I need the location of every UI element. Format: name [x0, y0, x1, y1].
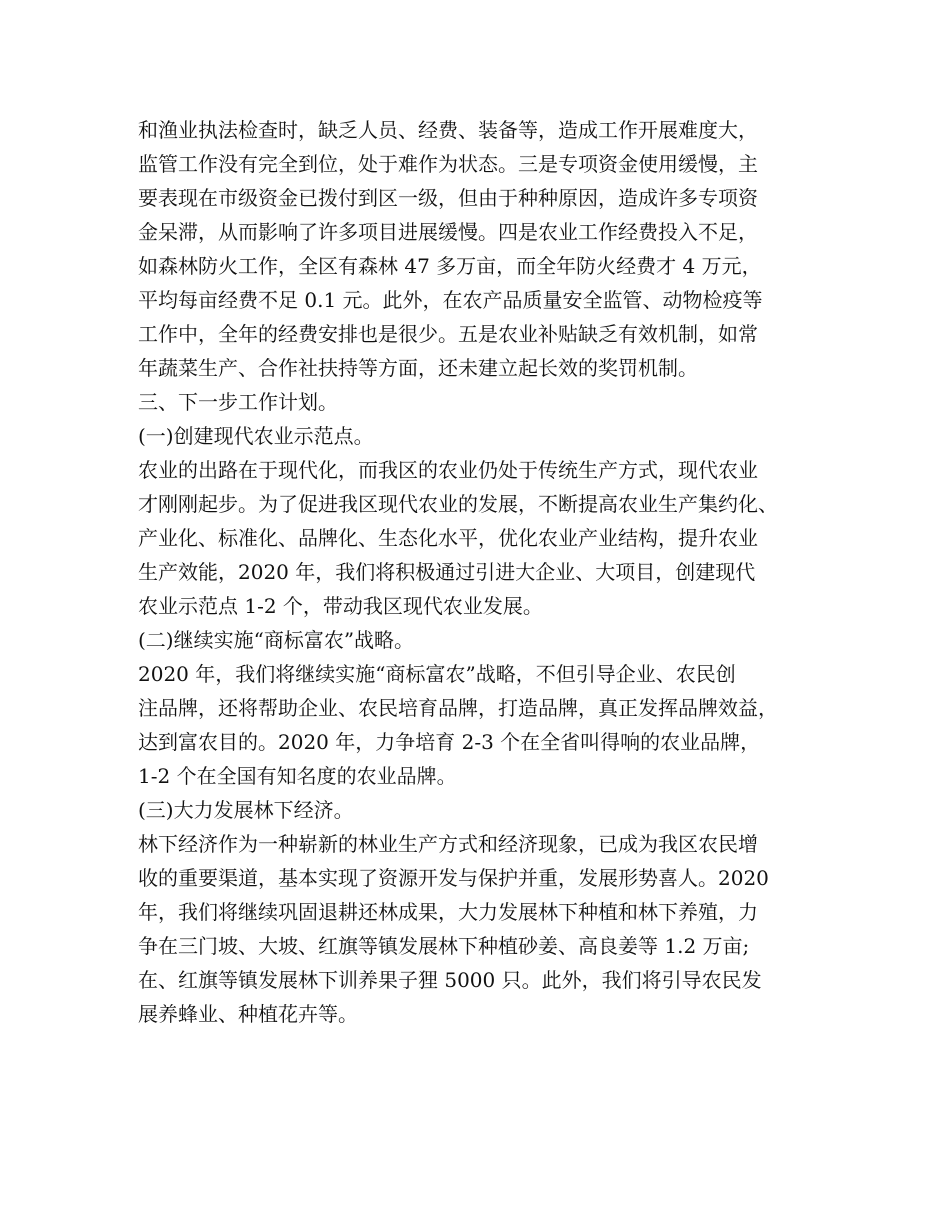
text-line: 金呆滞，从而影响了许多项目进展缓慢。四是农业工作经费投入不足，: [138, 220, 758, 244]
subsection-heading: (三)大力发展林下经济。: [138, 798, 354, 822]
text-line: 农业示范点 1-2 个，带动我区现代农业发展。: [138, 594, 543, 618]
section-heading: 三、下一步工作计划。: [138, 390, 338, 414]
text-line: 如森林防火工作，全区有森林 47 多万亩，而全年防火经费才 4 万元，: [138, 254, 762, 278]
text-line: 监管工作没有完全到位，处于难作为状态。三是专项资金使用缓慢，主: [138, 152, 758, 176]
text-line: 2020 年，我们将继续实施“商标富农”战略，不但引导企业、农民创: [138, 662, 736, 686]
text-line: 注品牌，还将帮助企业、农民培育品牌，打造品牌，真正发挥品牌效益，: [138, 696, 778, 720]
text-line: 工作中，全年的经费安排也是很少。五是农业补贴缺乏有效机制，如常: [138, 322, 758, 346]
text-line: 年，我们将继续巩固退耕还林成果，大力发展林下种植和林下养殖，力: [138, 900, 758, 924]
text-line: 要表现在市级资金已拨付到区一级，但由于种种原因，造成许多专项资: [138, 186, 758, 210]
text-line: 才刚刚起步。为了促进我区现代农业的发展，不断提高农业生产集约化、: [138, 492, 778, 516]
text-line: 农业的出路在于现代化，而我区的农业仍处于传统生产方式，现代农业: [138, 458, 758, 482]
text-line: 平均每亩经费不足 0.1 元。此外，在农产品质量安全监管、动物检疫等: [138, 288, 763, 312]
text-line: 争在三门坡、大坡、红旗等镇发展林下种植砂姜、高良姜等 1.2 万亩;: [138, 934, 750, 958]
text-line: 收的重要渠道，基本实现了资源开发与保护并重，发展形势喜人。2020: [138, 866, 769, 890]
text-line: 年蔬菜生产、合作社扶持等方面，还未建立起长效的奖罚机制。: [138, 356, 698, 380]
subsection-heading: (一)创建现代农业示范点。: [138, 424, 374, 448]
subsection-heading: (二)继续实施“商标富农”战略。: [138, 628, 415, 652]
document-body: [138, 113, 828, 1031]
text-line: 林下经济作为一种崭新的林业生产方式和经济现象，已成为我区农民增: [138, 832, 758, 856]
text-line: 产业化、标准化、品牌化、生态化水平，优化农业产业结构，提升农业: [138, 526, 758, 550]
text-line: 生产效能，2020 年，我们将积极通过引进大企业、大项目，创建现代: [138, 560, 756, 584]
text-line: 达到富农目的。2020 年，力争培育 2-3 个在全省叫得响的农业品牌，: [138, 730, 761, 754]
text-line: 在、红旗等镇发展林下训养果子狸 5000 只。此外，我们将引导农民发: [138, 968, 762, 992]
text-line: 和渔业执法检查时，缺乏人员、经费、装备等，造成工作开展难度大，: [138, 118, 758, 142]
text-line: 1-2 个在全国有知名度的农业品牌。: [138, 764, 457, 788]
text-line: 展养蜂业、种植花卉等。: [138, 1002, 358, 1026]
